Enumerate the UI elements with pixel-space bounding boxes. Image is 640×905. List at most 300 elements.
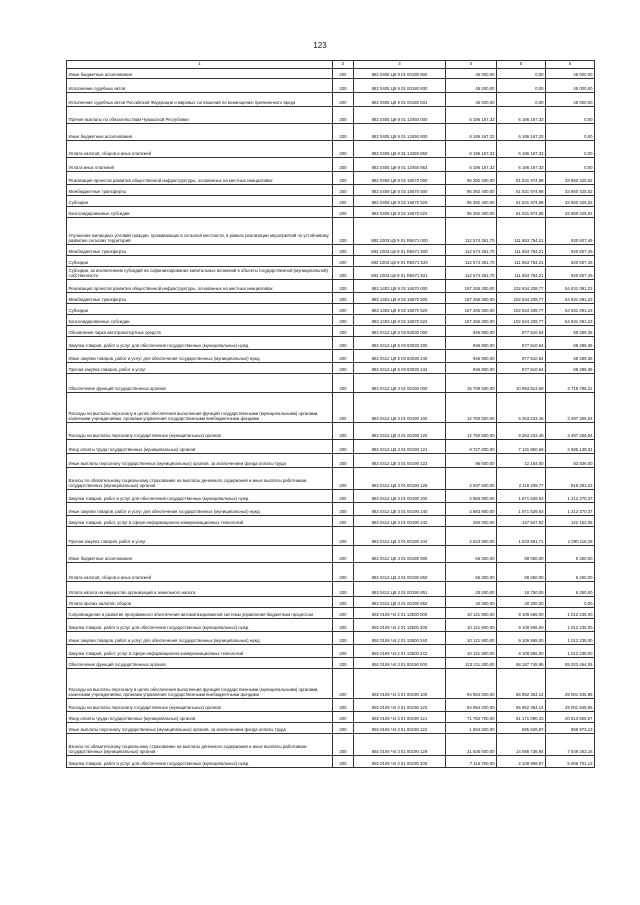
row-executed-amount: 65 952 354,14 [497, 699, 546, 712]
row-name: Межбюджетные трансферты [67, 185, 333, 196]
row-line-code: 200 [333, 756, 354, 768]
row-executed-amount: 61 531 974,98 [497, 185, 546, 196]
row-unexecuted-amount: 0,00 [546, 124, 595, 141]
row-unexecuted-amount: 33 860 425,02 [546, 185, 595, 196]
row-classification-code: 892 0106 Ч4 2 01 13500 200 [354, 619, 446, 632]
row-classification-code: 882 0405 Ц9 9 01 13450 000 [354, 107, 446, 124]
row-executed-amount: 0,00 [497, 79, 546, 93]
row-unexecuted-amount: 4 715 786,31 [546, 374, 595, 393]
row-approved-amount: 96 000,00 [446, 454, 497, 468]
table-row [67, 712, 595, 723]
row-executed-amount: 111 653 754,21 [497, 267, 546, 280]
row-line-code: 200 [333, 304, 354, 315]
row-executed-amount: 40 300,00 [497, 597, 546, 608]
row-approved-amount: 10 121 900,00 [446, 608, 497, 619]
row-executed-amount: 9 263 233,46 [497, 423, 546, 440]
row-approved-amount: 25 000,00 [446, 582, 497, 597]
row-approved-amount: 112 574 361,70 [446, 218, 497, 245]
row-line-code: 200 [333, 280, 354, 293]
row-classification-code: 883 0412 Ц9 3 01 00190 851 [354, 582, 446, 597]
row-unexecuted-amount: 818 291,23 [546, 468, 595, 490]
row-approved-amount: 65 300,00 [446, 546, 497, 563]
row-name: Иные закупки товаров, работ и услуг для обеспечения государственных (муниципальных) нужд [67, 503, 333, 516]
row-approved-amount: 10 121 900,00 [446, 619, 497, 632]
row-line-code: 200 [333, 503, 354, 516]
row-approved-amount: 6 186 167,33 [446, 107, 497, 124]
row-unexecuted-amount: 3 497 266,54 [546, 393, 595, 423]
row-line-code: 200 [333, 374, 354, 393]
row-classification-code: 892 0106 Ч4 3 01 00190 129 [354, 734, 446, 756]
row-executed-amount: 6 186 167,33 [497, 158, 546, 172]
row-unexecuted-amount: 1 012 235,00 [546, 608, 595, 619]
table-row [67, 326, 595, 337]
row-approved-amount: 112 574 361,70 [446, 267, 497, 280]
row-line-code: 200 [333, 712, 354, 723]
table-row [67, 107, 595, 124]
row-unexecuted-amount: 45 000,00 [546, 69, 595, 79]
row-line-code: 200 [333, 423, 354, 440]
row-name: Уплата налогов, сборов и иных платежей [67, 563, 333, 582]
row-line-code: 200 [333, 658, 354, 669]
table-row [67, 196, 595, 207]
row-approved-amount: 2 883 800,00 [446, 490, 497, 503]
row-name: Закупка товаров, работ и услуг для обеспечения государственных (муниципальных) нужд [67, 619, 333, 632]
row-classification-code: 882 0409 Ц9 9 02 16570 523 [354, 207, 446, 218]
row-approved-amount: 946 800,00 [446, 350, 497, 363]
row-line-code: 200 [333, 597, 354, 608]
row-classification-code: 882 1403 Ц9 9 02 16570 523 [354, 315, 446, 326]
row-line-code: 200 [333, 632, 354, 645]
row-line-code: 200 [333, 350, 354, 363]
row-approved-amount: 112 574 361,70 [446, 245, 497, 256]
row-name: Исполнение судебных актов Российской Федерации и мировых соглашений по возмещению причиненного вреда [67, 93, 333, 107]
row-classification-code: 883 0412 Ц9 3 01 00190 000 [354, 374, 446, 393]
row-unexecuted-amount: 1 212 270,37 [546, 490, 595, 503]
row-line-code: 200 [333, 563, 354, 582]
row-executed-amount: 9 109 665,00 [497, 619, 546, 632]
row-classification-code: 883 0412 Ц9 3 01 00190 120 [354, 423, 446, 440]
row-classification-code: 882 1003 Ц9 9 01 R5671 521 [354, 267, 446, 280]
row-name: Уплата налогов, сборов и иных платежей [67, 141, 333, 158]
row-classification-code: 882 0405 Ц9 9 01 00180 831 [354, 93, 446, 107]
row-approved-amount: 123 211 200,00 [446, 658, 497, 669]
row-approved-amount: 157 265 300,00 [446, 293, 497, 304]
row-unexecuted-amount: 29 001 845,86 [546, 699, 595, 712]
table-row [67, 756, 595, 768]
row-classification-code: 892 0106 Ч4 3 01 00190 100 [354, 669, 446, 699]
table-row [67, 207, 595, 218]
row-unexecuted-amount: 29 001 845,86 [546, 669, 595, 699]
row-unexecuted-amount: 3 497 266,54 [546, 423, 595, 440]
table-row [67, 632, 595, 645]
row-approved-amount: 95 392 400,00 [446, 196, 497, 207]
row-unexecuted-amount: 33 860 425,02 [546, 196, 595, 207]
row-line-code: 200 [333, 69, 354, 79]
row-classification-code: 882 1003 Ц9 9 01 R5671 000 [354, 218, 446, 245]
row-name: Прочая закупка товаров, работ и услуг [67, 527, 333, 546]
row-line-code: 200 [333, 734, 354, 756]
table-row [67, 393, 595, 423]
row-approved-amount: 6 186 167,33 [446, 141, 497, 158]
table-row [67, 516, 595, 527]
row-line-code: 200 [333, 608, 354, 619]
table-row [67, 440, 595, 454]
row-unexecuted-amount: 69 289,36 [546, 337, 595, 350]
row-executed-amount: 61 531 974,98 [497, 196, 546, 207]
header-cell: 2 [333, 61, 354, 69]
row-executed-amount: 68 187 745,95 [497, 658, 546, 669]
row-executed-amount: 877 510,64 [497, 363, 546, 374]
budget-table-body [67, 61, 595, 768]
row-approved-amount: 95 392 400,00 [446, 207, 497, 218]
row-line-code: 200 [333, 468, 354, 490]
row-unexecuted-amount: 1 090 118,29 [546, 527, 595, 546]
table-row [67, 734, 595, 756]
row-approved-amount: 94 954 200,00 [446, 699, 497, 712]
row-approved-amount: 157 265 300,00 [446, 280, 497, 293]
table-row [67, 468, 595, 490]
row-executed-amount: 0,00 [497, 69, 546, 79]
row-approved-amount: 112 574 361,70 [446, 256, 497, 267]
row-approved-amount: 10 121 900,00 [446, 632, 497, 645]
row-line-code: 200 [333, 669, 354, 699]
row-unexecuted-amount: 69 289,36 [546, 326, 595, 337]
row-name: Расходы на выплаты персоналу в целях обеспечения выполнения функций государственными (муниципальными) органами, казенными учреждениями, органами управления государственными внебюджетными фондами [67, 669, 333, 699]
row-unexecuted-amount: 54 631 091,23 [546, 293, 595, 304]
row-name: Расходы на выплаты персоналу в целях обеспечения выполнения функций государственными (муниципальными) органами, казенными учреждениями, органами управления государственными внебюджетными фондами [67, 393, 333, 423]
row-classification-code: 882 0405 Ц9 9 01 00180 800 [354, 69, 446, 79]
row-executed-amount: 59 050,00 [497, 546, 546, 563]
row-name: Иные бюджетные ассигнования [67, 124, 333, 141]
table-row [67, 79, 595, 93]
row-approved-amount: 45 000,00 [446, 79, 497, 93]
table-row [67, 185, 595, 196]
row-executed-amount: 2 109 998,87 [497, 756, 546, 768]
row-line-code: 200 [333, 196, 354, 207]
row-approved-amount: 95 392 400,00 [446, 172, 497, 185]
row-line-code: 200 [333, 490, 354, 503]
row-unexecuted-amount: 69 289,36 [546, 363, 595, 374]
table-row [67, 218, 595, 245]
row-approved-amount: 1 554 500,00 [446, 723, 497, 734]
row-unexecuted-amount: 5 006 701,13 [546, 756, 595, 768]
row-executed-amount: 7 131 860,69 [497, 440, 546, 454]
row-unexecuted-amount: 122 152,08 [546, 516, 595, 527]
row-line-code: 200 [333, 124, 354, 141]
row-unexecuted-amount: 45 000,00 [546, 93, 595, 107]
row-unexecuted-amount: 920 607,49 [546, 218, 595, 245]
row-executed-amount: 102 634 208,77 [497, 304, 546, 315]
row-executed-amount: 6 186 167,33 [497, 141, 546, 158]
table-row [67, 563, 595, 582]
row-name: Улучшение жилищных условий граждан, проживающих в сельской местности, в рамках реализации мероприятий по устойчивому развитию сельских территорий [67, 218, 333, 245]
row-line-code: 200 [333, 207, 354, 218]
row-line-code: 200 [333, 315, 354, 326]
row-classification-code: 882 1403 Ц9 9 02 16570 000 [354, 280, 446, 293]
row-unexecuted-amount: 0,00 [546, 107, 595, 124]
row-approved-amount: 21 635 000,00 [446, 734, 497, 756]
table-row [67, 245, 595, 256]
row-classification-code: 892 0106 Ч4 2 01 13500 240 [354, 632, 446, 645]
row-line-code: 200 [333, 172, 354, 185]
row-executed-amount: 6 186 167,33 [497, 107, 546, 124]
row-line-code: 200 [333, 393, 354, 423]
row-name: Консолидированные субсидии [67, 207, 333, 218]
row-name: Закупка товаров, работ и услуг для обеспечения государственных (муниципальных) нужд [67, 756, 333, 768]
row-classification-code: 882 1003 Ц9 9 01 R5671 500 [354, 245, 446, 256]
row-line-code: 200 [333, 619, 354, 632]
row-classification-code: 882 0409 Ц9 9 02 16570 000 [354, 172, 446, 185]
row-approved-amount: 157 265 300,00 [446, 315, 497, 326]
row-name: Взносы по обязательному социальному страхованию на выплаты денежного содержания и иные выплаты работникам государственных (муниципальных) органов [67, 734, 333, 756]
row-classification-code: 883 0412 Ц9 5 03 60030 240 [354, 350, 446, 363]
table-row [67, 337, 595, 350]
row-approved-amount: 946 800,00 [446, 363, 497, 374]
row-classification-code: 883 0412 Ц9 3 01 00190 100 [354, 393, 446, 423]
header-cell: 3 [354, 61, 446, 69]
row-line-code: 200 [333, 79, 354, 93]
row-name: Субсидии [67, 256, 333, 267]
row-name: Иные бюджетные ассигнования [67, 69, 333, 79]
row-executed-amount: 1 671 529,63 [497, 503, 546, 516]
row-classification-code: 882 0405 Ц9 9 01 13450 800 [354, 124, 446, 141]
table-row [67, 304, 595, 315]
row-name: Обновление парка автотранспортных средств [67, 326, 333, 337]
row-unexecuted-amount: 1 212 270,37 [546, 503, 595, 516]
row-classification-code: 892 0106 Ч4 3 01 00190 122 [354, 723, 446, 734]
row-classification-code: 883 0412 Ц9 3 01 00190 200 [354, 490, 446, 503]
row-unexecuted-amount: 1 012 235,00 [546, 619, 595, 632]
row-line-code: 200 [333, 293, 354, 304]
row-unexecuted-amount: 0,00 [546, 141, 595, 158]
row-line-code: 200 [333, 93, 354, 107]
row-name: Иные бюджетные ассигнования [67, 546, 333, 563]
row-unexecuted-amount: 920 607,49 [546, 256, 595, 267]
table-row [67, 256, 595, 267]
row-line-code: 200 [333, 326, 354, 337]
row-unexecuted-amount: 920 607,49 [546, 245, 595, 256]
row-classification-code: 883 0412 Ц9 5 03 60030 244 [354, 363, 446, 374]
table-row [67, 658, 595, 669]
row-executed-amount: 61 531 974,98 [497, 207, 546, 218]
row-unexecuted-amount: 7 549 263,16 [546, 734, 595, 756]
row-executed-amount: 14 085 736,84 [497, 734, 546, 756]
row-line-code: 200 [333, 185, 354, 196]
table-row [67, 597, 595, 608]
row-name: Расходы на выплаты персоналу государственных (муниципальных) органов [67, 699, 333, 712]
row-approved-amount: 946 800,00 [446, 337, 497, 350]
table-row [67, 350, 595, 363]
row-approved-amount: 157 265 300,00 [446, 304, 497, 315]
row-unexecuted-amount: 20 613 609,57 [546, 712, 595, 723]
table-row [67, 723, 595, 734]
row-line-code: 200 [333, 363, 354, 374]
row-executed-amount: 6 186 167,33 [497, 124, 546, 141]
row-approved-amount: 15 709 600,00 [446, 374, 497, 393]
row-classification-code: 883 0412 Ц9 3 01 00190 240 [354, 503, 446, 516]
table-row [67, 582, 595, 597]
table-row [67, 69, 595, 79]
row-name: Уплата налога на имущество организаций и земельного налога [67, 582, 333, 597]
row-name: Фонд оплаты труда государственных (муниципальных) органов [67, 712, 333, 723]
header-row [67, 61, 595, 69]
row-approved-amount: 40 300,00 [446, 597, 497, 608]
row-classification-code: 892 0106 Ч4 2 01 13500 000 [354, 608, 446, 619]
row-executed-amount: 59 050,00 [497, 563, 546, 582]
table-row [67, 527, 595, 546]
row-name: Закупка товаров, работ и услуг для обеспечения государственных (муниципальных) нужд [67, 337, 333, 350]
row-name: Сопровождение и развитие программного обеспечения автоматизированной системы управления бюджетным процессом [67, 608, 333, 619]
row-name: Расходы на выплаты персоналу государственных (муниципальных) органов [67, 423, 333, 440]
row-executed-amount: 877 510,64 [497, 337, 546, 350]
row-name: Иные закупки товаров, работ и услуг для обеспечения государственных (муниципальных) нужд [67, 350, 333, 363]
row-classification-code: 883 0412 Ц9 3 01 00190 122 [354, 454, 446, 468]
row-line-code: 200 [333, 723, 354, 734]
row-name: Иные выплаты персоналу государственных (муниципальных) органов, за исключением фонда оплаты труда [67, 723, 333, 734]
row-name: Фонд оплаты труда государственных (муниципальных) органов [67, 440, 333, 454]
table-row [67, 546, 595, 563]
table-row [67, 267, 595, 280]
table-row [67, 315, 595, 326]
row-executed-amount: 111 653 754,21 [497, 245, 546, 256]
row-name: Закупка товаров, работ и услуг для обеспечения государственных (муниципальных) нужд [67, 490, 333, 503]
row-executed-amount: 51 171 090,43 [497, 712, 546, 723]
row-name: Субсидии [67, 304, 333, 315]
row-line-code: 200 [333, 699, 354, 712]
table-row [67, 363, 595, 374]
row-executed-amount: 61 531 974,98 [497, 172, 546, 185]
row-unexecuted-amount: 1 012 235,00 [546, 632, 595, 645]
row-line-code: 200 [333, 141, 354, 158]
row-executed-amount: 137 847,92 [497, 516, 546, 527]
row-executed-amount: 9 109 665,00 [497, 645, 546, 658]
row-executed-amount: 695 526,87 [497, 723, 546, 734]
row-classification-code: 882 0409 Ц9 9 02 16570 500 [354, 185, 446, 196]
table-row [67, 158, 595, 172]
row-unexecuted-amount: 858 973,13 [546, 723, 595, 734]
row-unexecuted-amount: 0,00 [546, 597, 595, 608]
row-approved-amount: 12 760 500,00 [446, 393, 497, 423]
row-executed-amount: 18 750,00 [497, 582, 546, 597]
row-classification-code: 883 0412 Ц9 3 01 00190 244 [354, 527, 446, 546]
row-line-code: 200 [333, 527, 354, 546]
row-name: Консолидированные субсидии [67, 315, 333, 326]
row-name: Прочая закупка товаров, работ и услуг [67, 363, 333, 374]
row-line-code: 200 [333, 454, 354, 468]
row-executed-amount: 111 653 754,21 [497, 218, 546, 245]
row-unexecuted-amount: 920 607,49 [546, 267, 595, 280]
row-executed-amount: 0,00 [497, 93, 546, 107]
row-executed-amount: 1 533 681,71 [497, 527, 546, 546]
row-classification-code: 883 0412 Ц9 5 03 60030 000 [354, 326, 446, 337]
header-cell: 5 [497, 61, 546, 69]
row-name: Закупка товаров, работ, услуг в сфере информационно-коммуникационных технологий [67, 645, 333, 658]
row-classification-code: 892 0106 Ч4 3 01 00190 121 [354, 712, 446, 723]
row-name: Обеспечение функций государственных органов [67, 374, 333, 393]
budget-table [66, 60, 595, 768]
table-row [67, 93, 595, 107]
table-row [67, 669, 595, 699]
row-classification-code: 883 0412 Ц9 5 03 60030 200 [354, 337, 446, 350]
table-row [67, 619, 595, 632]
row-approved-amount: 6 186 167,33 [446, 158, 497, 172]
row-classification-code: 883 0412 Ц9 3 01 00190 129 [354, 468, 446, 490]
row-name: Иные выплаты персоналу государственных (муниципальных) органов, за исключением фонда оплаты труда [67, 454, 333, 468]
row-approved-amount: 946 800,00 [446, 326, 497, 337]
row-approved-amount: 260 000,00 [446, 516, 497, 527]
row-unexecuted-amount: 2 595 139,31 [546, 440, 595, 454]
table-row [67, 423, 595, 440]
row-executed-amount: 9 109 665,00 [497, 632, 546, 645]
row-classification-code: 883 0412 Ц9 3 01 00190 121 [354, 440, 446, 454]
header-cell: 6 [546, 61, 595, 69]
row-unexecuted-amount: 33 860 425,02 [546, 207, 595, 218]
table-row [67, 141, 595, 158]
row-unexecuted-amount: 33 860 425,02 [546, 172, 595, 185]
row-unexecuted-amount: 55 023 454,05 [546, 658, 595, 669]
row-name: Иные закупки товаров, работ и услуг для обеспечения государственных (муниципальных) нужд [67, 632, 333, 645]
row-approved-amount: 95 392 400,00 [446, 185, 497, 196]
row-name: Уплата иных платежей [67, 158, 333, 172]
row-approved-amount: 65 300,00 [446, 563, 497, 582]
row-classification-code: 892 0106 Ч4 3 01 00190 000 [354, 658, 446, 669]
row-line-code: 200 [333, 516, 354, 527]
row-line-code: 200 [333, 256, 354, 267]
row-unexecuted-amount: 54 631 091,23 [546, 315, 595, 326]
row-line-code: 200 [333, 546, 354, 563]
row-line-code: 200 [333, 245, 354, 256]
table-row [67, 699, 595, 712]
table-row [67, 454, 595, 468]
row-unexecuted-amount: 6 250,00 [546, 582, 595, 597]
row-name: Межбюджетные трансферты [67, 293, 333, 304]
row-name: Обеспечение функций государственных органов [67, 658, 333, 669]
row-name: Исполнение судебных актов [67, 79, 333, 93]
page-number: 123 [313, 41, 327, 50]
row-approved-amount: 45 000,00 [446, 93, 497, 107]
row-approved-amount: 94 954 200,00 [446, 669, 497, 699]
table-row [67, 124, 595, 141]
row-approved-amount: 2 623 800,00 [446, 527, 497, 546]
row-executed-amount: 877 510,64 [497, 326, 546, 337]
row-line-code: 200 [333, 158, 354, 172]
row-name: Субсидии, за исключением субсидий на софинансирование капитальных вложений в объекты государственной (муниципальной) собственности [67, 267, 333, 280]
row-unexecuted-amount: 45 000,00 [546, 79, 595, 93]
row-classification-code: 883 0412 Ц9 3 01 00190 852 [354, 597, 446, 608]
row-name: Взносы по обязательному социальному страхованию на выплаты денежного содержания и иные выплаты работникам государственных (муниципальных) органов [67, 468, 333, 490]
row-unexecuted-amount: 83 836,00 [546, 454, 595, 468]
row-classification-code: 883 0412 Ц9 3 01 00190 850 [354, 563, 446, 582]
row-executed-amount: 12 164,00 [497, 454, 546, 468]
row-executed-amount: 102 634 208,77 [497, 315, 546, 326]
row-approved-amount: 45 000,00 [446, 69, 497, 79]
row-name: Реализация проектов развития общественной инфраструктуры, основанных на местных инициативах [67, 172, 333, 185]
row-approved-amount: 6 186 167,33 [446, 124, 497, 141]
header-cell: 4 [446, 61, 497, 69]
row-executed-amount: 111 653 754,21 [497, 256, 546, 267]
row-classification-code: 882 1403 Ц9 9 02 16570 520 [354, 304, 446, 315]
table-row [67, 293, 595, 304]
row-line-code: 200 [333, 107, 354, 124]
row-approved-amount: 12 760 500,00 [446, 423, 497, 440]
row-executed-amount: 102 634 208,77 [497, 293, 546, 304]
row-classification-code: 892 0106 Ч4 2 01 13500 242 [354, 645, 446, 658]
row-unexecuted-amount: 54 631 091,23 [546, 304, 595, 315]
header-cell: 1 [67, 61, 333, 69]
row-line-code: 200 [333, 645, 354, 658]
row-classification-code: 882 0405 Ц9 9 01 00180 830 [354, 79, 446, 93]
table-row [67, 608, 595, 619]
